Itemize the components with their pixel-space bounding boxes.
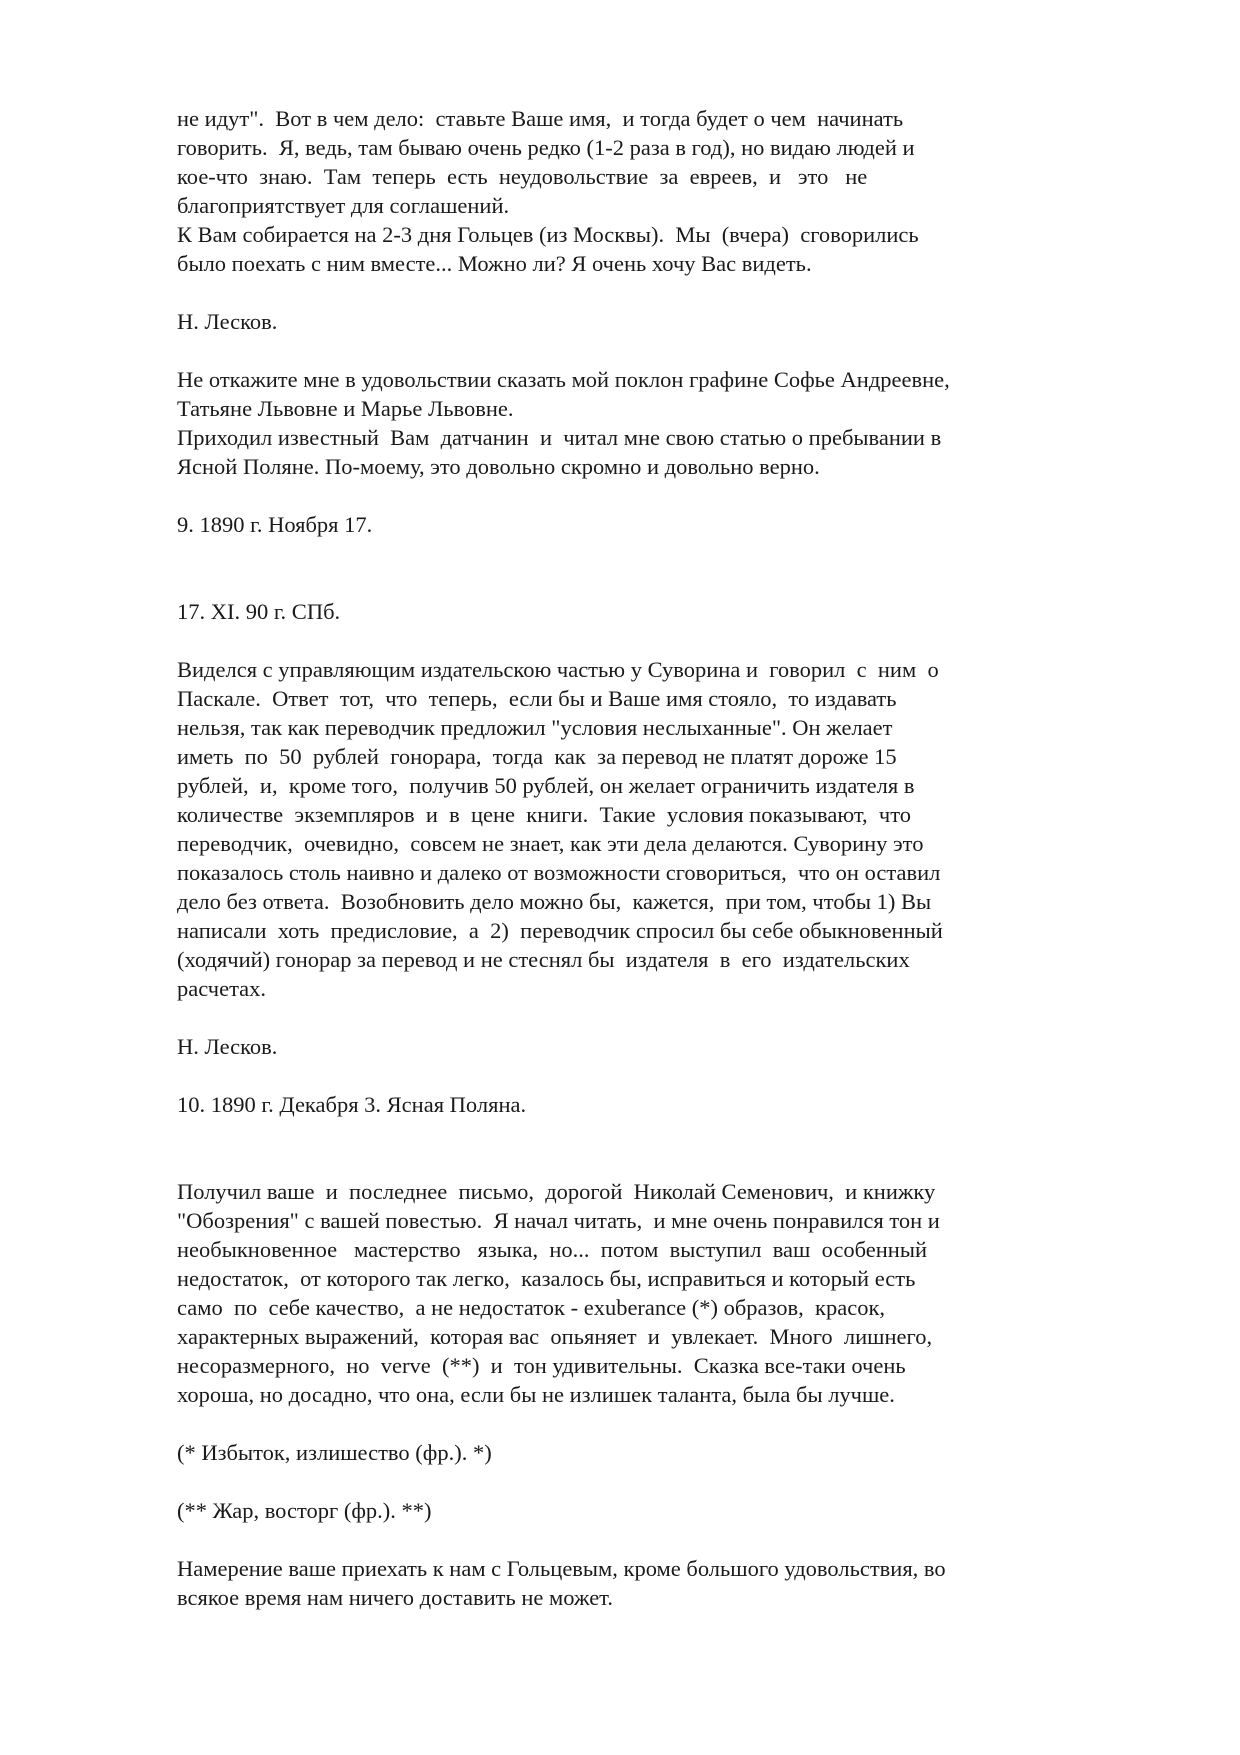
text-line: Намерение ваше приехать к нам с Гольцевым, кроме большого удовольствия, во xyxy=(177,1556,946,1581)
text-line: было поехать с ним вместе... Можно ли? Я очень хочу Вас видеть. xyxy=(177,251,812,276)
text-line: несоразмерного, но verve (**) и тон удивительны. Сказка все-таки очень xyxy=(177,1353,906,1378)
text-line: количестве экземпляров и в цене книги. Такие условия показывают, что xyxy=(177,802,911,827)
text-line: благоприятствует для соглашений. xyxy=(177,193,510,218)
text-line: написали хоть предисловие, а 2) переводчик спросил бы себе обыкновенный xyxy=(177,918,943,943)
text-line: всякое время нам ничего доставить не может. xyxy=(177,1585,613,1610)
text-line: иметь по 50 рублей гонорара, тогда как за перевод не платят дороже 15 xyxy=(177,744,897,769)
text-line: Татьяне Львовне и Марье Львовне. xyxy=(177,396,514,421)
text-line: Виделся с управляющим издательскою частью у Суворина и говорил с ним о xyxy=(177,657,939,682)
text-line: нельзя, так как переводчик предложил "условия неслыханные". Он желает xyxy=(177,715,893,740)
signature-line: Н. Лесков. xyxy=(177,1034,278,1059)
signature-line: Н. Лесков. xyxy=(177,309,278,334)
text-line: Паскале. Ответ тот, что теперь, если бы и Ваше имя стояло, то издавать xyxy=(177,686,897,711)
text-line: Получил ваше и последнее письмо, дорогой Николай Семенович, и книжку xyxy=(177,1179,936,1204)
text-line: недостаток, от которого так легко, казалось бы, исправиться и который есть xyxy=(177,1266,916,1291)
text-line: показалось столь наивно и далеко от возможности сговориться, что он оставил xyxy=(177,860,941,885)
text-line: характерных выражений, которая вас опьяняет и увлекает. Много лишнего, xyxy=(177,1324,933,1349)
text-line: необыкновенное мастерство языка, но... потом выступил ваш особенный xyxy=(177,1237,928,1262)
letter-date: 17. XI. 90 г. СПб. xyxy=(177,599,341,624)
letter-heading: 9. 1890 г. Ноября 17. xyxy=(177,512,373,537)
text-line: говорить. Я, ведь, там бываю очень редко (1-2 раза в год), но видаю людей и xyxy=(177,135,915,160)
text-line: Ясной Поляне. По-моему, это довольно скромно и довольно верно. xyxy=(177,454,820,479)
text-line: рублей, и, кроме того, получив 50 рублей, он желает ограничить издателя в xyxy=(177,773,915,798)
footnote: (** Жар, восторг (фр.). **) xyxy=(177,1498,432,1523)
text-line: (ходячий) гонорар за перевод и не стеснял бы издателя в его издательских xyxy=(177,947,910,972)
text-line: переводчик, очевидно, совсем не знает, как эти дела делаются. Суворину это xyxy=(177,831,924,856)
text-line: К Вам собирается на 2-3 дня Гольцев (из Москвы). Мы (вчера) сговорились xyxy=(177,222,919,247)
text-line: "Обозрения" с вашей повестью. Я начал читать, и мне очень понравился тон и xyxy=(177,1208,940,1233)
text-line: Не откажите мне в удовольствии сказать мой поклон графине Софье Андреевне, xyxy=(177,367,950,392)
letter-heading: 10. 1890 г. Декабря 3. Ясная Поляна. xyxy=(177,1092,527,1117)
text-line: само по себе качество, а не недостаток - exuberance (*) образов, красок, xyxy=(177,1295,886,1320)
text-line: хороша, но досадно, что она, если бы не излишек таланта, была бы лучше. xyxy=(177,1382,895,1407)
text-line: дело без ответа. Возобновить дело можно бы, кажется, при том, чтобы 1) Вы xyxy=(177,889,932,914)
text-line: не идут". Вот в чем дело: ставьте Ваше имя, и тогда будет о чем начинать xyxy=(177,106,904,131)
text-line: расчетах. xyxy=(177,976,267,1001)
text-line: кое-что знаю. Там теперь есть неудовольствие за евреев, и это не xyxy=(177,164,868,189)
text-line: Приходил известный Вам датчанин и читал мне свою статью о пребывании в xyxy=(177,425,942,450)
footnote: (* Избыток, излишество (фр.). *) xyxy=(177,1440,492,1465)
